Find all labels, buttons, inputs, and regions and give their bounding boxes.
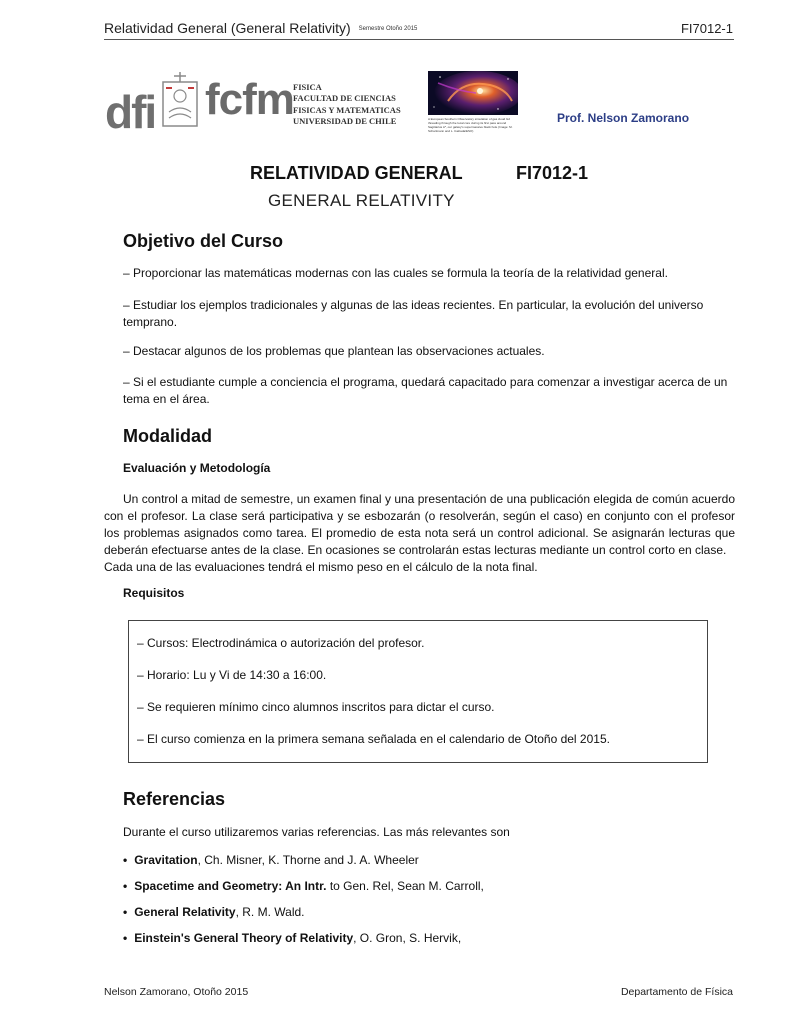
objective-item: – Estudiar los ejemplos tradicionales y algunas de las ideas recientes. En particular, la evolución del universo temprano. bbox=[123, 298, 704, 329]
reference-authors: to Gen. Rel, Sean M. Carroll, bbox=[326, 879, 484, 893]
university-crest-icon bbox=[160, 68, 200, 132]
course-subtitle: GENERAL RELATIVITY bbox=[268, 191, 455, 210]
objective-item: – Si el estudiante cumple a conciencia el programa, quedará capacitado para comenzar a investigar acerca de un tema en el área. bbox=[123, 375, 728, 406]
dfi-logo-text: dfi bbox=[105, 86, 156, 138]
footer-author: Nelson Zamorano, Otoño 2015 bbox=[104, 986, 249, 998]
reference-title: Gravitation bbox=[134, 853, 198, 867]
faculty-line: FACULTAD DE CIENCIAS bbox=[293, 93, 396, 104]
bullet-icon: • bbox=[123, 905, 128, 919]
objective-item: – Proporcionar las matemáticas modernas con las cuales se formula la teoría de la relatividad general. bbox=[123, 266, 668, 280]
reference-title: Spacetime and Geometry: An Intr. bbox=[134, 879, 327, 893]
footer-department: Departamento de Física bbox=[620, 986, 733, 998]
faculty-line: UNIVERSIDAD DE CHILE bbox=[293, 115, 397, 126]
header-title: Relatividad General (General Relativity) bbox=[104, 20, 351, 36]
requirement-item: – Horario: Lu y Vi de 14:30 a 16:00. bbox=[137, 668, 327, 682]
reference-authors: , Ch. Misner, K. Thorne and J. A. Wheeler bbox=[197, 853, 419, 867]
faculty-line: FISICA bbox=[293, 82, 322, 92]
requirement-item: – Cursos: Electrodinámica o autorización del profesor. bbox=[137, 636, 425, 650]
reference-item bbox=[123, 905, 305, 919]
evaluation-paragraph bbox=[104, 491, 735, 576]
requirement-item: – Se requieren mínimo cinco alumnos inscritos para dictar el curso. bbox=[137, 700, 495, 714]
header-course-code: FI7012-1 bbox=[680, 21, 733, 36]
requirement-item: – El curso comienza en la primera semana señalada en el calendario de Otoño del 2015. bbox=[137, 732, 610, 746]
reference-title: General Relativity bbox=[134, 905, 236, 919]
objective-item: – Destacar algunos de los problemas que plantean las observaciones actuales. bbox=[123, 344, 545, 358]
subheading-evaluacion: Evaluación y Metodología bbox=[123, 461, 271, 475]
section-heading-referencias: Referencias bbox=[123, 789, 226, 809]
running-header-title bbox=[104, 20, 417, 36]
header-semester: Semestre Otoño 2015 bbox=[358, 26, 418, 33]
bullet-icon: • bbox=[123, 853, 128, 867]
section-heading-objetivo: Objetivo del Curso bbox=[123, 231, 284, 251]
evaluation-weight-text: Cada una de las evaluaciones tendrá el mismo peso en el cálculo de la nota final. bbox=[104, 560, 538, 574]
references-intro: Durante el curso utilizaremos varias referencias. Las más relevantes son bbox=[123, 825, 510, 839]
course-code: FI7012-1 bbox=[516, 163, 589, 183]
subheading-requisitos: Requisitos bbox=[123, 586, 185, 600]
bullet-icon: • bbox=[123, 879, 128, 893]
reference-authors: , R. M. Wald. bbox=[235, 905, 305, 919]
faculty-line: FISICAS Y MATEMATICAS bbox=[293, 104, 401, 115]
header-rule bbox=[104, 39, 734, 40]
course-title: RELATIVIDAD GENERAL bbox=[250, 163, 463, 183]
reference-authors: , O. Gron, S. Hervik, bbox=[353, 931, 462, 945]
reference-title: Einstein's General Theory of Relativity bbox=[134, 931, 354, 945]
section-heading-modalidad: Modalidad bbox=[123, 426, 212, 446]
fcfm-logo: fcfm bbox=[205, 75, 294, 124]
faculty-name bbox=[293, 82, 401, 127]
professor-name: Prof. Nelson Zamorano bbox=[557, 111, 690, 125]
bullet-icon: • bbox=[123, 931, 128, 945]
image-caption: A European Southern Observatory simulation of gas cloud G2 threading through the local core during its first pass around Sagittarius A*, our galaxy's supermassive black hole (Image: M. Schartmann and L. Calcada/ESO) bbox=[428, 117, 513, 133]
evaluation-text: Un control a mitad de semestre, un examen final y una presentación de una publicación elegida de común acuerdo con el profesor. La clase será participativa y se esbozarán (o resolverán, según el caso) en conjunto con el profesor los problemas asignados como tarea. El promedio de esta nota será un control adicional. Se asignarán lecturas que deberán efectuarse antes de la clase. En ocasiones se controlarán estas lecturas mediante un control corto en clase. bbox=[104, 492, 735, 557]
reference-item bbox=[123, 853, 419, 867]
reference-item bbox=[123, 879, 484, 893]
galaxy-simulation-image bbox=[428, 71, 518, 115]
reference-item bbox=[123, 931, 461, 945]
